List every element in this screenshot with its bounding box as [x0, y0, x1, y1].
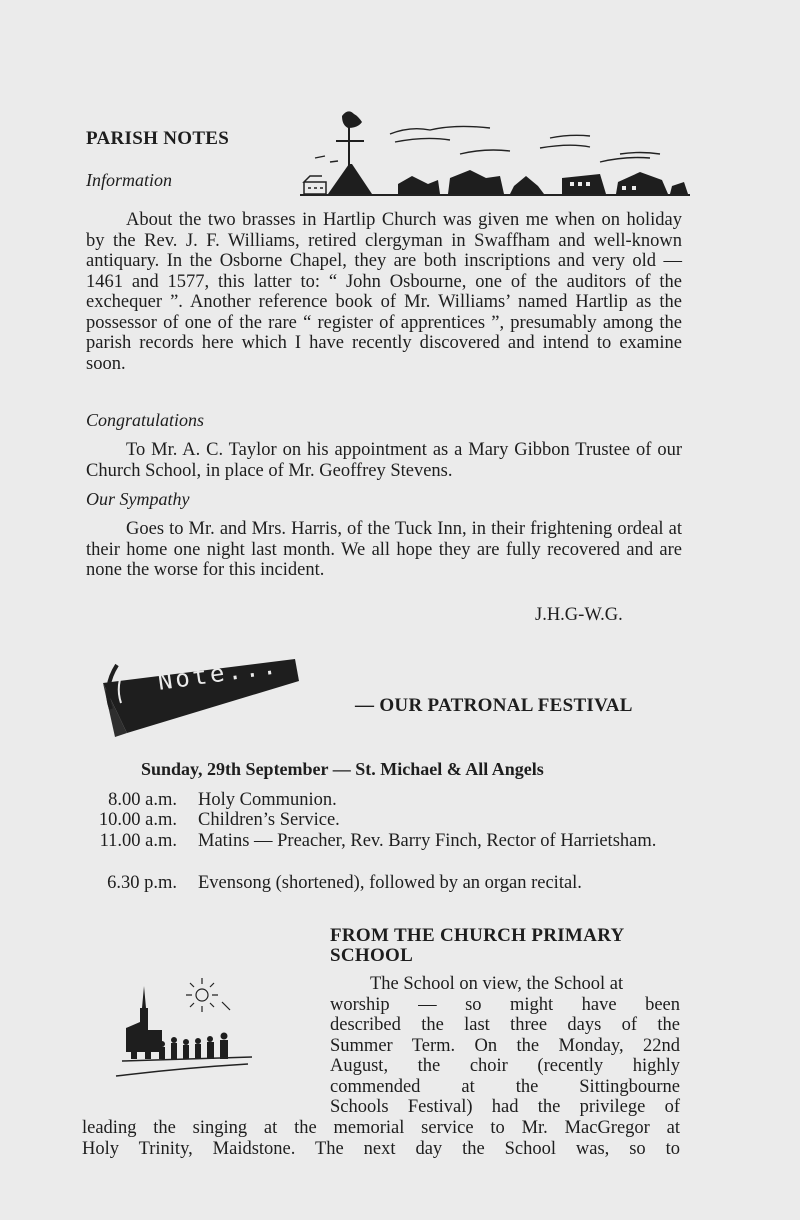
- school-title-line1: FROM THE CHURCH PRIMARY: [330, 925, 625, 946]
- congratulations-heading: Congratulations: [86, 410, 205, 430]
- information-text: About the two brasses in Hartlip Church was given me when on holiday by the Rev. J. F. Williams, retired clergyman in Swaffham and well-known antiquary. In the Osborne Chapel, they are both inscriptions and very old — 1461 and 1577, this latter to: “ John Osbourne, one of the auditors of the exchequer ”. Another reference book of Mr. Williams’ named Hartlip as the possessor of one of the rare “ register of apprentices ”, presumably among the parish records here which I have recently discovered and intend to examine soon.: [86, 210, 682, 374]
- village-skyline-illustration: [300, 106, 690, 198]
- congratulations-text: To Mr. A. C. Taylor on his appointment as a Mary Gibbon Trustee of our Church School, in place of Mr. Geoffrey Stevens.: [86, 440, 682, 481]
- school-line: described the last three days of the: [330, 1015, 680, 1035]
- school-line: commended at the Sittingbourne: [330, 1076, 680, 1097]
- schedule-time: 10.00 a.m.: [98, 810, 177, 830]
- signature: J.H.G-W.G.: [535, 605, 623, 625]
- schedule-time: 6.30 p.m.: [107, 873, 177, 893]
- schedule-time: 8.00 a.m.: [108, 790, 177, 810]
- congratulations-paragraph: [86, 440, 682, 481]
- school-line: Holy Trinity, Maidstone. The next day the School was, so to: [82, 1138, 680, 1159]
- schedule-event: Children’s Service.: [198, 810, 340, 830]
- information-paragraph: [86, 210, 682, 374]
- schedule-time: 11.00 a.m.: [99, 831, 177, 851]
- sympathy-paragraph: [86, 519, 682, 581]
- school-title-line2: SCHOOL: [330, 945, 414, 966]
- school-line: The School on view, the School at: [370, 974, 624, 994]
- school-line: worship — so might have been: [330, 994, 680, 1015]
- school-line: Schools Festival) had the privilege of: [330, 1097, 680, 1117]
- school-church-illustration: [112, 968, 262, 1083]
- schedule-event: Matins — Preacher, Rev. Barry Finch, Rector of Harrietsham.: [198, 831, 657, 851]
- festival-date: Sunday, 29th September — St. Michael & All Angels: [141, 759, 544, 779]
- schedule-event: Holy Communion.: [198, 790, 337, 810]
- festival-title: — OUR PATRONAL FESTIVAL: [355, 695, 633, 716]
- sympathy-heading: Our Sympathy: [86, 489, 190, 509]
- school-line: Summer Term. On the Monday, 22nd: [330, 1035, 680, 1056]
- sympathy-text: Goes to Mr. and Mrs. Harris, of the Tuck Inn, in their frightening ordeal at their home one night last month. We all hope they are fully recovered and are none the worse for this incident.: [86, 519, 682, 580]
- school-narrow-text: [330, 974, 680, 1118]
- information-heading: Information: [86, 170, 173, 190]
- note-label: Note...: [156, 651, 281, 696]
- page-title: PARISH NOTES: [86, 128, 230, 149]
- schedule-event: Evensong (shortened), followed by an organ recital.: [198, 873, 582, 893]
- school-full-text: [82, 1118, 680, 1159]
- school-line: August, the choir (recently highly: [330, 1056, 680, 1076]
- school-line: leading the singing at the memorial service to Mr. MacGregor at: [82, 1118, 680, 1138]
